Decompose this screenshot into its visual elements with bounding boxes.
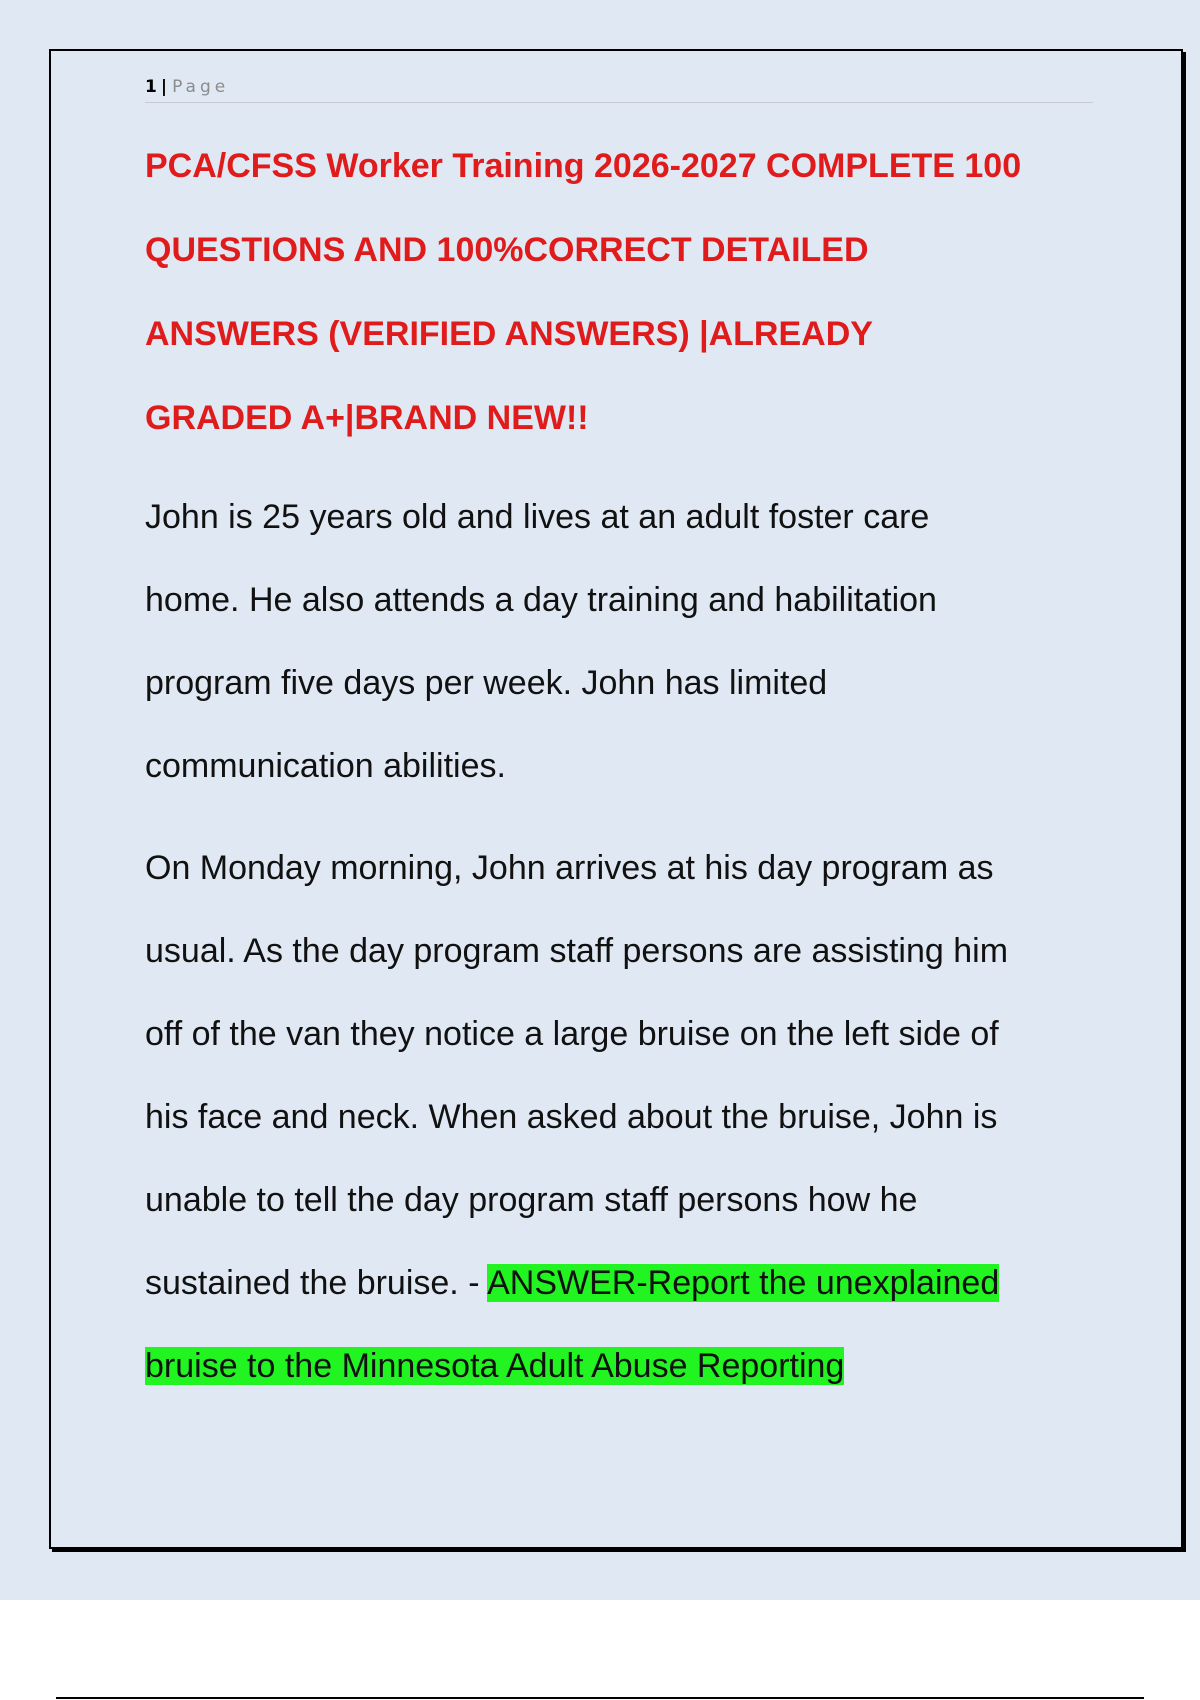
answer-highlight-continued: bruise to the Minnesota Adult Abuse Reporting — [145, 1347, 845, 1385]
next-page-divider — [56, 1697, 1144, 1699]
answer-highlight: ANSWER-Report the unexplained — [487, 1264, 1000, 1302]
question-scenario-body — [145, 827, 1095, 1408]
question-tail: sustained the bruise. - — [145, 1264, 488, 1302]
page-label: Page — [172, 77, 230, 97]
text-line: his face and neck. When asked about the bruise, John is — [145, 1098, 998, 1136]
text-line: communication abilities. — [145, 747, 506, 785]
text-line: usual. As the day program staff persons are assisting him — [145, 932, 1009, 970]
document-title — [145, 124, 1105, 460]
text-line: On Monday morning, John arrives at his day program as — [145, 849, 994, 887]
text-line: program five days per week. John has limited — [145, 664, 828, 702]
text-line: John is 25 years old and lives at an adult foster care — [145, 498, 930, 536]
page-header-separator: | — [160, 77, 168, 97]
page-header — [145, 74, 1093, 103]
text-line: off of the van they notice a large bruise on the left side of — [145, 1015, 999, 1053]
title-line: QUESTIONS AND 100%CORRECT DETAILED — [145, 231, 869, 269]
text-line: home. He also attends a day training and habilitation — [145, 581, 937, 619]
page-number: 1 — [145, 77, 157, 97]
title-line: ANSWERS (VERIFIED ANSWERS) |ALREADY — [145, 315, 873, 353]
title-line: GRADED A+|BRAND NEW!! — [145, 399, 589, 437]
question-scenario-intro — [145, 476, 1095, 808]
title-line: PCA/CFSS Worker Training 2026-2027 COMPLETE 100 — [145, 147, 1022, 185]
text-line: unable to tell the day program staff persons how he — [145, 1181, 918, 1219]
